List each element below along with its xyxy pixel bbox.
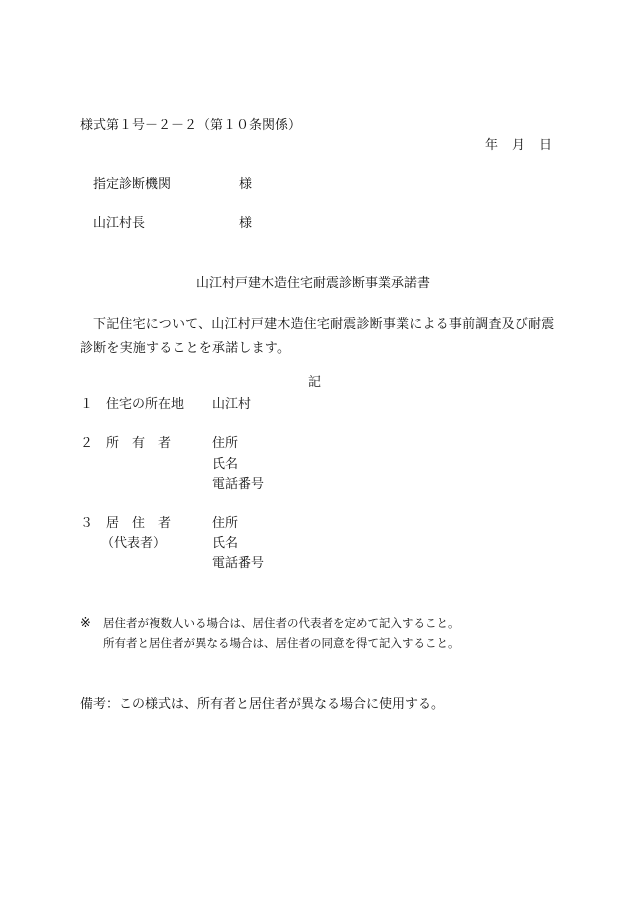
field-name-label: 氏名 bbox=[212, 457, 239, 472]
field-phone-label: 電話番号 bbox=[212, 556, 265, 571]
field-name-label: 氏名 bbox=[212, 536, 239, 551]
item-number: ３ bbox=[80, 516, 94, 531]
field-address-label: 住所 bbox=[212, 436, 239, 451]
note-line-1: 居住者が複数人いる場合は、居住者の代表者を定めて記入すること。 bbox=[103, 616, 460, 630]
addressee-institution-honorific: 様 bbox=[239, 177, 253, 192]
item-label: 居 住 者 bbox=[106, 516, 172, 531]
field-phone-label: 電話番号 bbox=[212, 477, 265, 492]
form-number: 様式第１号－２－２（第１０条関係） bbox=[80, 118, 302, 133]
body-paragraph bbox=[80, 313, 560, 361]
item-sublabel: （代表者） bbox=[101, 536, 167, 551]
ki-heading: 記 bbox=[308, 375, 322, 390]
item-number: １ bbox=[80, 397, 94, 412]
item-label: 所 有 者 bbox=[106, 436, 172, 451]
item-number: ２ bbox=[80, 436, 94, 451]
addressee-mayor-honorific: 様 bbox=[239, 216, 253, 231]
item-label: 住宅の所在地 bbox=[106, 397, 185, 412]
body-text: 下記住宅について、山江村戸建木造住宅耐震診断事業による事前調査及び耐震診断を実施することを承諾します。 bbox=[80, 317, 555, 356]
addressee-mayor: 山江村長 bbox=[93, 216, 146, 231]
note-line-2: 所有者と居住者が異なる場合は、居住者の同意を得て記入すること。 bbox=[103, 636, 460, 650]
field-address-label: 住所 bbox=[212, 516, 239, 531]
document-title: 山江村戸建木造住宅耐震診断事業承諾書 bbox=[196, 276, 431, 291]
date-month: 月 bbox=[512, 138, 526, 153]
date-day: 日 bbox=[539, 138, 553, 153]
remarks: 備考：この様式は、所有者と居住者が異なる場合に使用する。 bbox=[80, 697, 445, 712]
note-mark: ※ bbox=[80, 616, 91, 631]
addressee-institution: 指定診断機関 bbox=[93, 177, 172, 192]
item-value: 山江村 bbox=[212, 397, 252, 412]
date-year: 年 bbox=[485, 138, 499, 153]
